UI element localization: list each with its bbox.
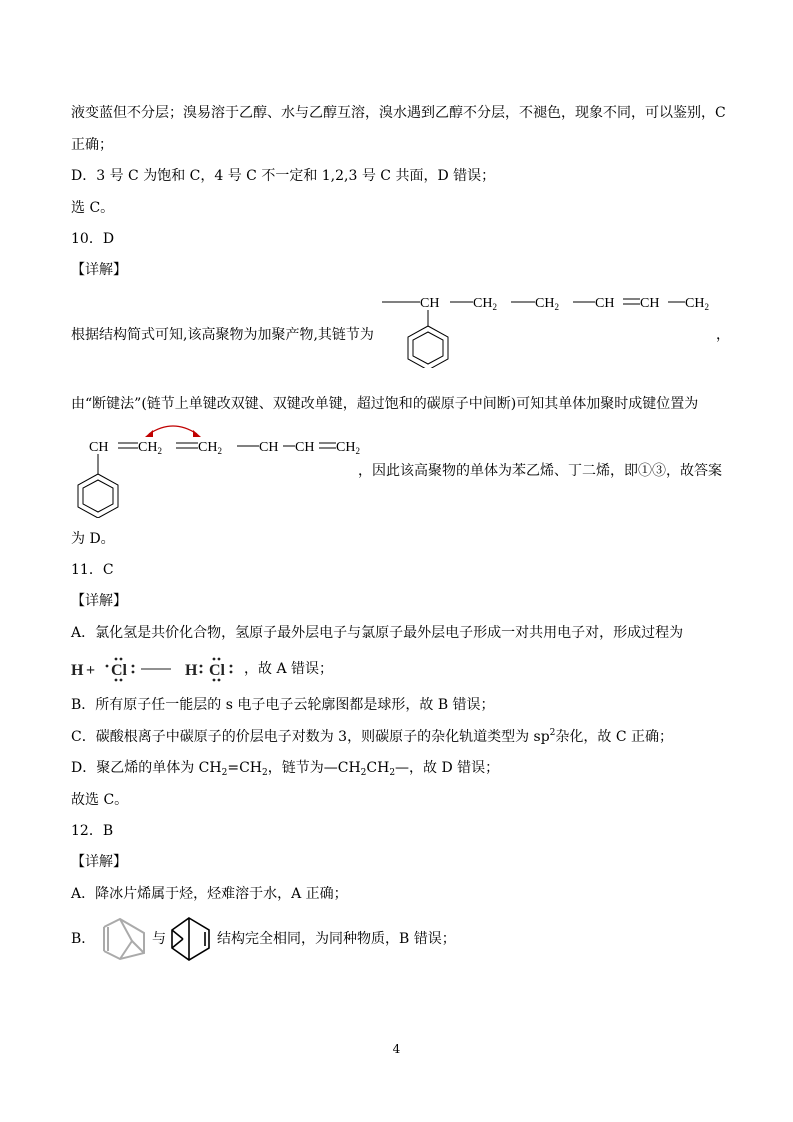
monomer-ch-4: CH [295,440,315,455]
question-11-answer: 11．C [71,562,114,578]
bond-breaking-sentence: 由“断键法”(链节上单键改双键、双键改单键，超过饱和的碳原子中间断)可知其单体加聚时成键位置为 [71,396,699,412]
conclusion-11-line: 故选 C。 [71,792,129,808]
detail-heading-12: 【详解】 [71,854,127,870]
conclusion-line: 选 C。 [71,200,115,216]
detail-heading-11: 【详解】 [71,593,127,609]
monomer-ch-1: CH [89,440,109,455]
monomer-ch2-b: $CH_2$ [198,440,222,456]
option-c-11-line: C．碳酸根离子中碳原子的价层电子对数为 3，则碳原子的杂化轨道类型为 $sp^2$杂化，故 C 正确； [71,728,674,745]
answer-d-line: 为 D。 [71,531,115,547]
option-a-11-line: A．氯化氢是共价化合物，氢原子最外层电子与氯原子最外层电子形成一对共用电子对，形成过程为 [71,625,684,641]
option-d-line: D．3 号 C 为饱和 C，4 号 C 不一定和 1,2,3 号 C 共面，D 错误； [71,168,496,184]
option-b-11-line: B．所有原子任一能层的 s 电子电子云轮廓图都是球形，故 B 错误； [71,697,495,713]
chain-unit-comma: ， [716,327,730,343]
polymer-ch-double-1: CH [595,296,615,311]
monomer-ch2-c: $CH_2$ [336,440,360,456]
monomer-structure [71,420,361,518]
svg-text:Cl: Cl [209,662,225,679]
option-b-12-prefix: B． [71,931,96,947]
detail-heading-10: 【详解】 [71,262,127,278]
svg-text:Cl: Cl [111,662,127,679]
bond-shift-arrow [149,426,197,434]
text-line-2: 正确； [71,137,113,153]
norbornene-structure-2 [169,915,213,963]
option-d-11-line: D．聚乙烯的单体为 $CH_2=CH_2$，链节为$—CH_2CH_2—$，故 D 错误； [71,760,500,778]
option-a-11-end: ，故 A 错误； [244,661,334,677]
monomer-ch2-a: $CH_2$ [138,440,162,456]
text-line-1: 液变蓝但不分层；溴易溶于乙醇、水与乙醇互溶，溴水遇到乙醇不分层，不褪色，现象不同，可以鉴别，C [71,105,726,121]
option-a-12-line: A．降冰片烯属于烃，烃难溶于水，A 正确； [71,886,348,902]
polymer-chain-unit-structure [380,288,715,368]
svg-text:+: + [86,662,96,679]
polymer-ch-double-2: CH [640,296,660,311]
svg-text:H: H [185,662,198,679]
polymer-ch2-end: $CH_2$ [685,296,709,312]
option-b-12-and: 与 [152,931,166,947]
monomer-conclusion-sentence: ，因此该高聚物的单体为苯乙烯、丁二烯，即①③，故答案 [358,463,722,479]
svg-text:H: H [71,662,84,679]
option-b-12-suffix: 结构完全相同，为同种物质，B 错误； [217,931,456,947]
question-12-answer: 12．B [71,823,114,839]
polymer-ch2-label-2: $CH_2$ [535,296,559,312]
monomer-ch-3: CH [259,440,279,455]
hcl-formation-diagram [71,656,251,682]
chain-unit-sentence: 根据结构简式可知,该高聚物为加聚产物,其链节为 [71,327,374,343]
polymer-ch2-label-1: $CH_2$ [473,296,497,312]
norbornene-structure-1 [100,915,148,963]
page-number: 4 [392,1042,401,1056]
question-10-answer: 10．D [71,231,115,247]
polymer-ch-label: CH [420,296,440,311]
